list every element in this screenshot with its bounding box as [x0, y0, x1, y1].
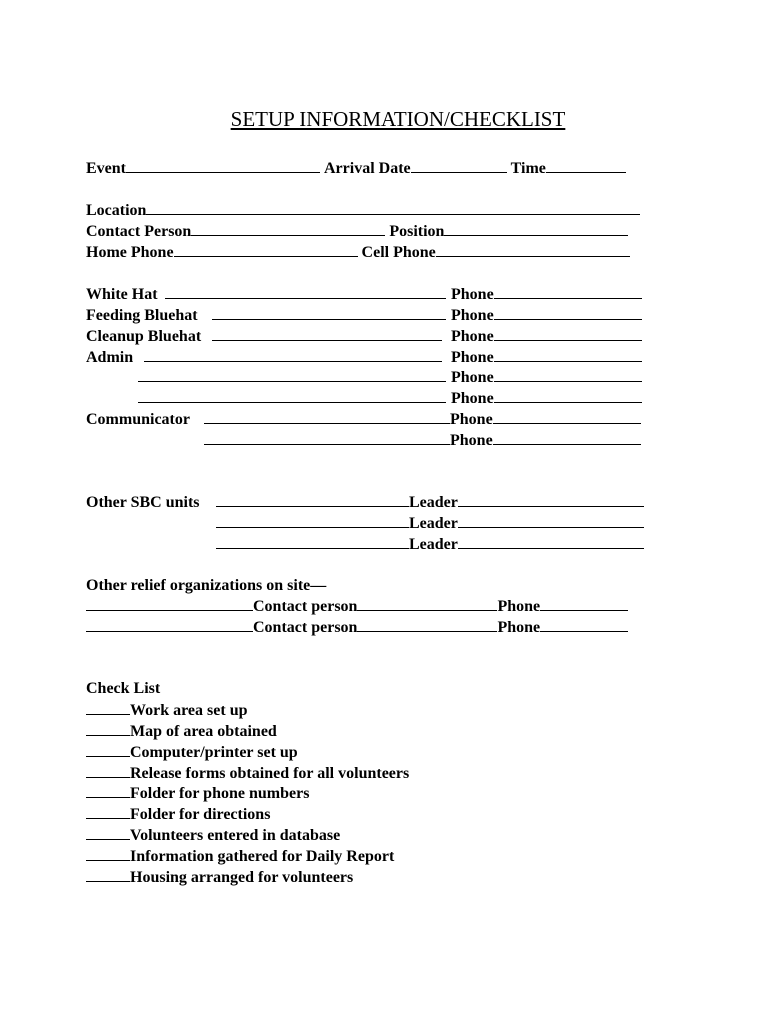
- checklist-item: [86, 721, 277, 741]
- checklist-blank[interactable]: [86, 825, 130, 840]
- white-hat-row: [86, 284, 642, 304]
- checklist-item: [86, 783, 309, 803]
- contact-person-row: [86, 221, 628, 241]
- leader-label: Leader: [409, 515, 458, 532]
- checklist-item-label: Folder for directions: [130, 806, 271, 823]
- relief-contact-field[interactable]: [357, 596, 497, 611]
- checklist-item: [86, 825, 340, 845]
- checklist-item: [86, 804, 270, 824]
- leader-label: Leader: [409, 536, 458, 553]
- other-sbc-row-2: [216, 513, 644, 533]
- checklist-item: [86, 846, 394, 866]
- admin-field-2[interactable]: [138, 367, 446, 382]
- checklist-blank[interactable]: [86, 846, 130, 861]
- sbc-unit-field[interactable]: [216, 534, 409, 549]
- phone-label: Phone: [497, 619, 541, 636]
- communicator-row: [86, 409, 641, 429]
- checklist-item-label: Computer/printer set up: [130, 744, 298, 761]
- relief-org-row: [86, 596, 628, 616]
- feeding-bluehat-row: [86, 305, 642, 325]
- arrival-date-label: Arrival Date: [324, 160, 411, 177]
- feeding-bluehat-label: Feeding Bluehat: [86, 307, 198, 324]
- phone-label: Phone: [497, 598, 541, 615]
- event-field[interactable]: [126, 158, 320, 173]
- admin-row-2: [138, 367, 642, 387]
- other-sbc-row-3: [216, 534, 644, 554]
- checklist-item-label: Folder for phone numbers: [130, 785, 310, 802]
- checklist-item-label: Map of area obtained: [130, 723, 277, 740]
- relief-org-field[interactable]: [86, 617, 253, 632]
- position-field[interactable]: [444, 221, 628, 236]
- relief-phone-field[interactable]: [540, 617, 628, 632]
- phone-field[interactable]: [494, 284, 642, 299]
- position-label: Position: [389, 223, 445, 240]
- phone-field[interactable]: [494, 305, 642, 320]
- checklist-item-label: Release forms obtained for all volunteers: [130, 765, 410, 782]
- phone-field[interactable]: [494, 388, 642, 403]
- admin-label: Admin: [86, 349, 134, 366]
- checklist-item: [86, 700, 247, 720]
- checklist-blank[interactable]: [86, 742, 130, 757]
- admin-field-3[interactable]: [138, 388, 446, 403]
- leader-field[interactable]: [458, 513, 644, 528]
- phone-field[interactable]: [494, 347, 642, 362]
- checklist-item-label: Work area set up: [130, 702, 248, 719]
- cell-phone-label: Cell Phone: [361, 244, 436, 261]
- admin-row-3: [138, 388, 642, 408]
- cleanup-bluehat-label: Cleanup Bluehat: [86, 328, 202, 345]
- phone-label: Phone: [451, 390, 494, 407]
- phone-label: Phone: [451, 328, 494, 345]
- cleanup-bluehat-row: [86, 326, 642, 346]
- other-relief-heading: Other relief organizations on site—: [86, 577, 327, 594]
- phone-label: Phone: [451, 369, 494, 386]
- other-sbc-row: [86, 492, 644, 512]
- event-label: Event: [86, 160, 126, 177]
- location-row: [86, 200, 640, 220]
- feeding-bluehat-field[interactable]: [212, 305, 446, 320]
- phone-field[interactable]: [494, 367, 642, 382]
- checklist-item: [86, 742, 298, 762]
- checklist-item-label: Information gathered for Daily Report: [130, 848, 395, 865]
- contact-person-label: Contact person: [253, 598, 358, 615]
- checklist-item: [86, 867, 353, 887]
- phone-field[interactable]: [493, 430, 641, 445]
- phone-field[interactable]: [494, 326, 642, 341]
- admin-field[interactable]: [144, 347, 442, 362]
- home-phone-label: Home Phone: [86, 244, 174, 261]
- contact-person-label: Contact Person: [86, 223, 192, 240]
- admin-row: [86, 347, 642, 367]
- phone-label: Phone: [451, 349, 494, 366]
- checklist-item-label: Volunteers entered in database: [130, 827, 341, 844]
- checklist-blank[interactable]: [86, 700, 130, 715]
- phone-field[interactable]: [493, 409, 641, 424]
- arrival-date-field[interactable]: [411, 158, 507, 173]
- sbc-unit-field[interactable]: [216, 513, 409, 528]
- phone-label: Phone: [451, 307, 494, 324]
- leader-field[interactable]: [458, 534, 644, 549]
- relief-org-field[interactable]: [86, 596, 253, 611]
- checklist-blank[interactable]: [86, 804, 130, 819]
- home-phone-field[interactable]: [174, 242, 358, 257]
- page-title: SETUP INFORMATION/CHECKLIST: [230, 107, 566, 131]
- relief-org-row-2: [86, 617, 628, 637]
- communicator-field[interactable]: [204, 409, 450, 424]
- white-hat-field[interactable]: [165, 284, 446, 299]
- time-label: Time: [510, 160, 546, 177]
- phone-label: Phone: [450, 432, 493, 449]
- sbc-unit-field[interactable]: [216, 492, 409, 507]
- checklist-blank[interactable]: [86, 721, 130, 736]
- checklist-blank[interactable]: [86, 783, 130, 798]
- checklist-blank[interactable]: [86, 763, 130, 778]
- phone-label: Phone: [450, 411, 493, 428]
- communicator-row-2: [204, 430, 641, 450]
- cell-phone-field[interactable]: [436, 242, 630, 257]
- check-list-heading: Check List: [86, 680, 161, 697]
- cleanup-bluehat-field[interactable]: [212, 326, 442, 341]
- phone-label: Phone: [451, 286, 494, 303]
- checklist-item-label: Housing arranged for volunteers: [130, 869, 354, 886]
- white-hat-label: White Hat: [86, 286, 158, 303]
- home-phone-row: [86, 242, 630, 262]
- time-field[interactable]: [546, 158, 626, 173]
- contact-person-field[interactable]: [191, 221, 385, 236]
- event-row: [86, 158, 626, 178]
- checklist-item: [86, 763, 409, 783]
- checklist-blank[interactable]: [86, 867, 130, 882]
- relief-phone-field[interactable]: [540, 596, 628, 611]
- communicator-label: Communicator: [86, 411, 190, 428]
- leader-label: Leader: [409, 494, 458, 511]
- communicator-field-2[interactable]: [204, 430, 450, 445]
- location-field[interactable]: [146, 200, 640, 215]
- contact-person-label: Contact person: [253, 619, 358, 636]
- location-label: Location: [86, 202, 147, 219]
- leader-field[interactable]: [458, 492, 644, 507]
- relief-contact-field[interactable]: [357, 617, 497, 632]
- other-sbc-units-label: Other SBC units: [86, 494, 200, 511]
